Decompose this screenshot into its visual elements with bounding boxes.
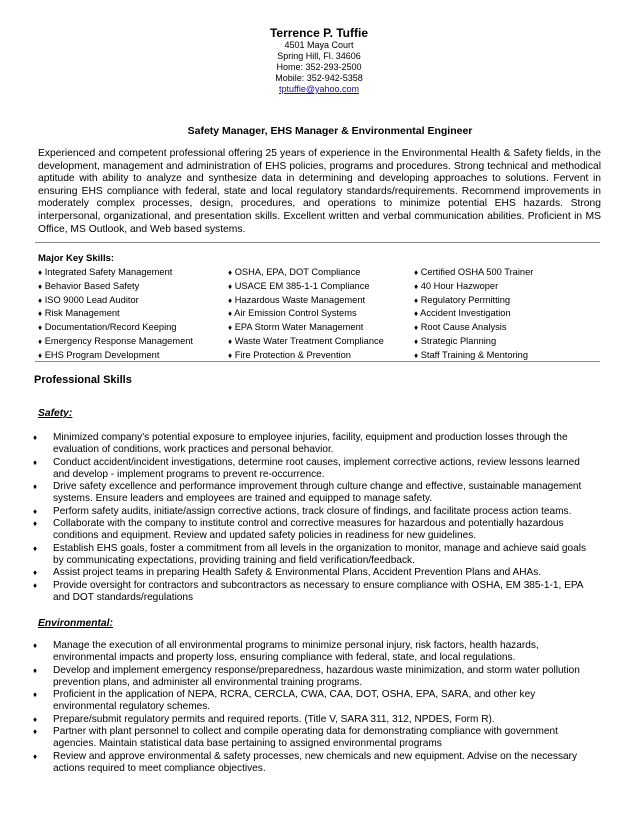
divider — [35, 242, 600, 243]
candidate-name: Terrence P. Tuffie — [269, 26, 369, 40]
diamond-bullet-icon: ♦ — [33, 665, 38, 675]
bullet-text: Perform safety audits, initiate/assign corrective actions, track closure of findings, and facilitate process action teams. — [53, 505, 572, 517]
key-skill-label: OSHA, EPA, DOT Compliance — [234, 267, 361, 277]
diamond-bullet-icon: ♦ — [33, 580, 38, 590]
bullet-text: Develop and implement emergency response/preparedness, hazardous waste minimization, and storm water pollution prevention plans, and administer all environmental training programs. — [53, 664, 580, 688]
bullet-item — [33, 506, 598, 518]
diamond-bullet-icon: ♦ — [33, 457, 38, 467]
bullet-text: Proficient in the application of NEPA, RCRA, CERCLA, CWA, CAA, DOT, OSHA, EPA, SARA, and other key environmental regulatory schemes. — [53, 689, 536, 713]
key-skill-label: Hazardous Waste Management — [234, 294, 366, 305]
diamond-bullet-icon: ♦ — [414, 336, 419, 346]
professional-skills-heading: Professional Skills — [34, 374, 132, 386]
key-skill-item — [38, 335, 193, 349]
key-skill-item — [228, 294, 384, 308]
bullet-text: Collaborate with the company to institute control and corrective measures for hazardous and potentially hazardous conditions and equipment. Review and updated safety policies in readiness for new guidelines. — [53, 518, 564, 542]
key-skill-item — [228, 335, 384, 349]
key-skill-item — [38, 266, 193, 280]
bullet-text: Drive safety excellence and performance improvement through culture change and effective, sustainable management systems. Ensure leaders and employees are trained and equipped to manage safety. — [53, 481, 582, 505]
diamond-bullet-icon: ♦ — [414, 268, 419, 277]
diamond-bullet-icon: ♦ — [38, 350, 43, 360]
diamond-bullet-icon: ♦ — [33, 690, 38, 700]
key-skill-item — [414, 307, 533, 321]
key-skill-item — [38, 321, 193, 335]
bullet-text: Establish EHS goals, foster a commitment from all levels in the organization to monitor, manage and achieve said goals by communicating expectations, providing training and field verification/feedback. — [53, 542, 586, 566]
key-skill-label: 40 Hour Hazwoper — [420, 280, 499, 291]
key-skill-label: ISO 9000 Lead Auditor — [44, 294, 139, 305]
diamond-bullet-icon: ♦ — [228, 295, 233, 305]
diamond-bullet-icon: ♦ — [33, 714, 38, 724]
key-skill-label: EHS Program Development — [44, 349, 160, 360]
diamond-bullet-icon: ♦ — [38, 336, 43, 346]
diamond-bullet-icon: ♦ — [228, 350, 233, 360]
bullet-text: Conduct accident/incident investigations, determine root causes, implement corrective actions, review lessons learned and develop - implement programs to prevent re-occurrence. — [53, 456, 580, 480]
address-line-1: 4501 Maya Court — [284, 40, 354, 50]
diamond-bullet-icon: ♦ — [414, 295, 419, 305]
key-skill-item — [38, 307, 193, 321]
environmental-heading: Environmental: — [38, 618, 113, 629]
diamond-bullet-icon: ♦ — [33, 482, 38, 492]
key-skill-label: Accident Investigation — [420, 308, 511, 319]
diamond-bullet-icon: ♦ — [33, 568, 38, 578]
divider — [35, 361, 600, 362]
key-skills-column-2 — [228, 266, 384, 363]
key-skills-column-1 — [38, 266, 193, 363]
summary-paragraph: Experienced and competent professional offering 25 years of experience in the Environmental Health & Safety fields, in the development, management and administration of EHS policies, programs and procedures. Strong technical and methodical aptitude with ability to analyze and synthesize data in determining and developing approaches to solutions. Fervent in ensuring EHS compliance with federal, state and local regulatory standards/requirements. Recommend improvements in moderately complex processes, design, procedures, and operations to minimize potential EHS hazards. Strong interpersonal, organizational, and presentation skills. Excellent written and verbal communication abilities. Proficient in MS Office, MS Outlook, and Web based systems. — [38, 148, 601, 235]
bullet-text: Minimized company's potential exposure to employee injuries, facility, equipment and production losses through the evaluation of conditions, work practices and personal behavior. — [53, 432, 568, 456]
key-skill-item — [414, 280, 533, 294]
key-skill-item — [38, 280, 193, 294]
bullet-text: Review and approve environmental & safety processes, new chemicals and new equipment. Advise on the necessary actions required to meet compliance objectives. — [53, 750, 578, 774]
key-skill-label: Waste Water Treatment Compliance — [234, 335, 384, 346]
key-skill-item — [414, 294, 533, 308]
key-skill-label: EPA Storm Water Management — [234, 322, 364, 333]
key-skills-heading: Major Key Skills: — [38, 253, 115, 264]
bullet-item — [33, 457, 598, 482]
key-skill-item — [228, 266, 384, 280]
diamond-bullet-icon: ♦ — [33, 519, 38, 529]
diamond-bullet-icon: ♦ — [228, 309, 233, 319]
contact-header — [0, 26, 638, 95]
address-line-2: Spring Hill, Fl. 34606 — [277, 51, 361, 61]
key-skill-item — [228, 280, 384, 294]
key-skill-item — [414, 266, 533, 280]
key-skill-label: Root Cause Analysis — [420, 322, 507, 333]
safety-list — [33, 432, 598, 604]
bullet-item — [33, 689, 598, 714]
diamond-bullet-icon: ♦ — [33, 751, 38, 761]
bullet-text: Manage the execution of all environmental programs to minimize personal injury, risk factors, health hazards, environmental impacts and property loss, ensuring compliance with federal, state, and local regulations. — [53, 640, 539, 664]
key-skill-label: Staff Training & Mentoring — [420, 349, 529, 360]
bullet-item — [33, 481, 598, 506]
key-skill-label: Certified OSHA 500 Trainer — [420, 267, 534, 277]
diamond-bullet-icon: ♦ — [228, 336, 233, 346]
home-phone: Home: 352-293-2500 — [276, 62, 362, 72]
safety-heading: Safety: — [38, 408, 73, 419]
key-skills-column-3 — [414, 266, 533, 363]
diamond-bullet-icon: ♦ — [414, 350, 419, 360]
bullet-item — [33, 726, 598, 751]
key-skill-item — [414, 321, 533, 335]
diamond-bullet-icon: ♦ — [414, 309, 419, 319]
key-skill-label: Regulatory Permitting — [420, 294, 511, 305]
key-skill-label: Fire Protection & Prevention — [234, 349, 351, 360]
bullet-item — [33, 518, 598, 543]
key-skill-label: Documentation/Record Keeping — [44, 322, 177, 333]
bullet-item — [33, 580, 598, 605]
diamond-bullet-icon: ♦ — [414, 323, 419, 333]
diamond-bullet-icon: ♦ — [33, 727, 38, 737]
diamond-bullet-icon: ♦ — [33, 543, 38, 553]
bullet-item — [33, 543, 598, 568]
mobile-phone: Mobile: 352-942-5358 — [275, 73, 363, 83]
job-title: Safety Manager, EHS Manager & Environmental Engineer — [187, 125, 473, 137]
diamond-bullet-icon: ♦ — [414, 281, 419, 291]
key-skill-label: Integrated Safety Management — [44, 267, 173, 277]
diamond-bullet-icon: ♦ — [38, 281, 43, 291]
bullet-item — [33, 665, 598, 690]
diamond-bullet-icon: ♦ — [38, 268, 43, 277]
key-skill-label: USACE EM 385-1-1 Compliance — [234, 280, 370, 291]
key-skill-item — [38, 294, 193, 308]
bullet-item — [33, 640, 598, 665]
key-skill-label: Risk Management — [44, 308, 120, 319]
diamond-bullet-icon: ♦ — [33, 641, 38, 650]
bullet-text: Assist project teams in preparing Health Safety & Environmental Plans, Accident Prevention Plans and AHAs. — [53, 567, 542, 579]
diamond-bullet-icon: ♦ — [38, 323, 43, 333]
diamond-bullet-icon: ♦ — [228, 268, 233, 277]
key-skill-item — [228, 307, 384, 321]
diamond-bullet-icon: ♦ — [38, 295, 43, 305]
diamond-bullet-icon: ♦ — [33, 506, 38, 516]
key-skill-label: Behavior Based Safety — [44, 280, 140, 291]
key-skill-item — [414, 335, 533, 349]
diamond-bullet-icon: ♦ — [33, 433, 38, 442]
bullet-text: Prepare/submit regulatory permits and required reports. (Title V, SARA 311, 312, NPDES, Form R). — [53, 713, 495, 725]
key-skill-label: Emergency Response Management — [44, 335, 194, 346]
bullet-text: Provide oversight for contractors and subcontractors as necessary to ensure compliance with OSHA, EM 385-1-1, EPA and DOT standards/regulations — [53, 579, 583, 603]
diamond-bullet-icon: ♦ — [228, 281, 233, 291]
diamond-bullet-icon: ♦ — [228, 323, 233, 333]
bullet-item — [33, 714, 598, 726]
bullet-item — [33, 751, 598, 776]
bullet-text: Partner with plant personnel to collect and compile operating data for demonstrating compliance with government agencies. Maintain statistical data base pertaining to assigned environmental programs — [53, 726, 558, 750]
email-link[interactable]: tptuffie@yahoo.com — [278, 84, 359, 94]
key-skill-label: Strategic Planning — [420, 335, 497, 346]
key-skill-label: Air Emission Control Systems — [234, 308, 357, 319]
bullet-item — [33, 432, 598, 457]
bullet-item — [33, 567, 598, 579]
diamond-bullet-icon: ♦ — [38, 309, 43, 319]
key-skill-item — [228, 321, 384, 335]
environmental-list — [33, 640, 598, 775]
